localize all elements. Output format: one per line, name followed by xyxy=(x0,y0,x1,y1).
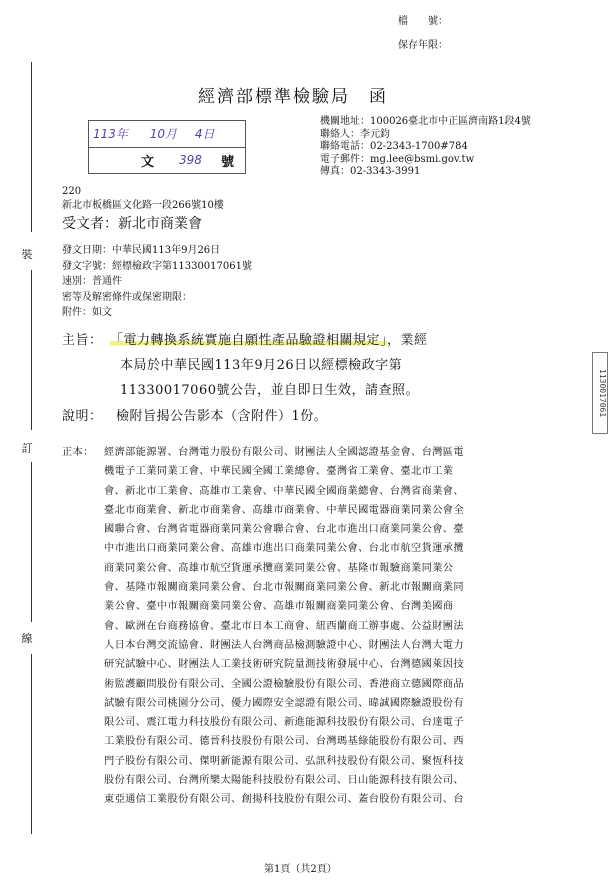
cc-line: 商業同業公會、高雄市航空貨運承攬商業同業公會、基隆市報驗商業同業公 xyxy=(104,562,454,574)
subject-label: 主旨： xyxy=(62,333,103,348)
cc-label: 正本： xyxy=(62,447,94,458)
binding-line xyxy=(31,462,32,622)
contact-email: 電子郵件：mg.lee@bsmi.gov.tw xyxy=(320,153,475,165)
cc-line: 機電子工業同業工會、中華民國全國工業總會、臺灣省工業會、臺北市工業 xyxy=(104,466,454,478)
cc-line: 業公會、臺中市報關商業同業公會、高雄市報關商業同業公會、台灣美國商 xyxy=(104,601,454,613)
cc-line: 會、新北市工業會、高雄市工業會、中華民國全國商業總會、台灣省商業會、 xyxy=(104,485,464,497)
cc-line: 臺北市商業會、新北市商業會、高雄市商業會、中華民國電器商業同業公會全 xyxy=(104,504,464,516)
document-number: 發文字號：經標檢政字第11330017061號 xyxy=(62,260,252,272)
cc-line: 工業股份有限公司、德晉科技股份有限公司、台灣瑪基綠能股份有限公司、西 xyxy=(104,736,464,748)
file-number-label: 檔 號： xyxy=(398,16,448,27)
stamp-number: 398 xyxy=(179,153,202,167)
retention-label: 保存年限： xyxy=(398,40,448,51)
binding-line xyxy=(31,270,32,430)
cc-line: 會、歐洲在台商務協會、臺北市日本工商會、紐西蘭商工辦事處、公益財團法 xyxy=(104,620,464,632)
recipient-name: 受文者：新北市商業會 xyxy=(62,216,202,232)
stamp-year: 113年 xyxy=(93,127,128,141)
binding-mark-zhuang: 裝 xyxy=(21,248,33,261)
contact-phone: 聯絡電話：02-2343-1700#784 xyxy=(320,141,468,152)
cc-line: 國聯合會、台灣省電器商業同業公會聯合會、台北市進出口商業同業公會、臺 xyxy=(104,524,464,536)
contact-block xyxy=(320,116,531,179)
cc-line: 研究試驗中心、財團法人工業技術研究院量測技術發展中心、台灣德國萊因技 xyxy=(104,659,464,671)
stamp-wen: 文 xyxy=(141,155,155,170)
stamp-hao: 號 xyxy=(221,155,235,170)
secrecy-level: 密等及解密條件或保密期限： xyxy=(62,291,192,303)
page-footer: 第1頁（共2頁） xyxy=(264,864,337,875)
subject-body xyxy=(110,328,428,403)
binding-mark-xian: 線 xyxy=(21,632,33,645)
meta-block xyxy=(62,243,252,321)
contact-fax: 傳真：02-3343-3991 xyxy=(320,166,421,177)
document-title: 經濟部標準檢驗局 函 xyxy=(198,87,388,107)
cc-line: 術監護顧問股份有限公司、全國公證檢驗股份有限公司、香港商立德國際商品 xyxy=(104,678,464,690)
subject-line2: 本局於中華民國113年9月26日以經標檢政字第 xyxy=(120,358,403,373)
recipient-zip: 220 xyxy=(62,186,82,197)
binding-line xyxy=(31,62,32,232)
cc-list xyxy=(104,443,554,810)
recipient-address: 新北市板橋區文化路一段266號10樓 xyxy=(62,200,224,211)
cc-line: 股份有限公司、台灣所樂太陽能科技股份有限公司、日山能源科技有限公司、 xyxy=(104,775,464,787)
attachments: 附件：如文 xyxy=(62,307,112,318)
cc-line: 人日本台灣交流協會、財團法人台灣商品檢測驗證中心、財團法人台灣大電力 xyxy=(104,639,464,651)
delivery-speed: 速別：普通件 xyxy=(62,276,122,287)
stamp-month: 10月 xyxy=(149,127,178,141)
cc-line: 中市進出口商業同業公會、高雄市進出口商業同業公會、台北市航空貨運承攬 xyxy=(104,543,464,555)
side-document-stamp: 1130017061 xyxy=(592,352,608,434)
stamp-day: 4日 xyxy=(194,127,215,141)
cc-line: 東亞通信工業股份有限公司、創揚科技股份有限公司、蓋台股份有限公司、台 xyxy=(104,794,464,806)
received-stamp xyxy=(88,120,246,174)
cc-line: 會、基隆市報關商業同業公會、台北市報關商業同業公會、新北市報關商業同 xyxy=(104,582,464,594)
subject-line3: 11330017060號公告，並自即日生效，請查照。 xyxy=(120,383,419,398)
explanation-label: 說明： xyxy=(62,409,103,424)
contact-person: 聯絡人：李元鈞 xyxy=(320,128,390,140)
cc-line: 經濟部能源署、台灣電力股份有限公司、財團法人全國認證基金會、台灣區電 xyxy=(104,447,464,458)
binding-line xyxy=(31,654,32,834)
binding-mark-ding: 訂 xyxy=(21,442,33,455)
cc-line: 門子股份有限公司、傑明新能源有限公司、弘訊科技股份有限公司、聚恆科技 xyxy=(104,755,464,767)
subject-line1-rest: ，業經 xyxy=(387,333,428,348)
cc-line: 試驗有限公司桃園分公司、優力國際安全認證有限公司、暐誠國際驗證股份有 xyxy=(104,697,464,709)
agency-address: 機關地址：100026臺北市中正區濟南路1段4號 xyxy=(320,116,531,127)
subject-quote: 「電力轉換系統實施自願性產品驗證相關規定」 xyxy=(110,333,388,348)
cc-line: 限公司、震江電力科技股份有限公司、新進能源科技股份有限公司、台達電子 xyxy=(104,717,464,729)
explanation-text: 檢附旨揭公告影本（含附件）1份。 xyxy=(116,409,328,424)
issue-date: 發文日期：中華民國113年9月26日 xyxy=(62,245,221,256)
